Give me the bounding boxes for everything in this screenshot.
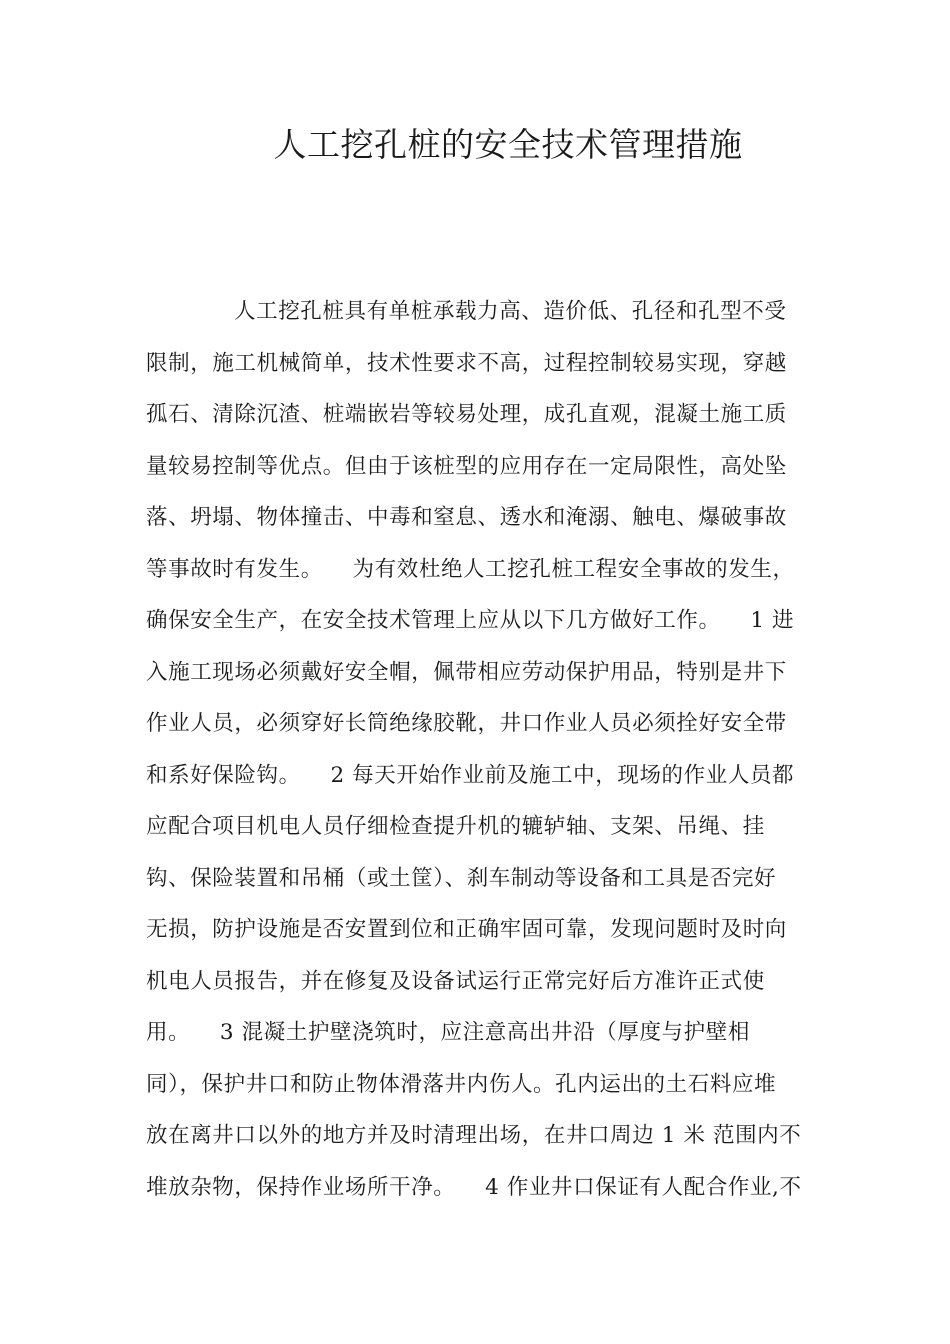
- text-line: 落、坍塌、物体撞击、中毒和窒息、透水和淹溺、触电、爆破事故: [146, 505, 787, 530]
- text-line: 用。 3 混凝土护壁浇筑时，应注意高出井沿（厚度与护壁相: [146, 1020, 750, 1045]
- text-line: 作业人员，必须穿好长筒绝缘胶靴，井口作业人员必须拴好安全带: [146, 711, 787, 736]
- document-body: [146, 286, 806, 1213]
- text-line: 无损，防护设施是否安置到位和正确牢固可靠，发现问题时及时向: [146, 917, 787, 942]
- text-line: 同），保护井口和防止物体滑落井内伤人。孔内运出的土石料应堆: [146, 1071, 777, 1097]
- text-line: 钩、保险装置和吊桶（或土筐）、刹车制动等设备和工具是否完好: [146, 865, 777, 891]
- document-title: 人工挖孔桩的安全技术管理措施: [273, 125, 743, 164]
- text-line: 确保安全生产，在安全技术管理上应从以下几方做好工作。 1 进: [146, 608, 795, 633]
- text-line: 限制，施工机械简单，技术性要求不高，过程控制较易实现，穿越: [146, 350, 787, 376]
- text-line: 机电人员报告，并在修复及设备试运行正常完好后方准许正式使: [146, 968, 765, 994]
- text-line: 堆放杂物，保持作业场所干净。 4 作业井口保证有人配合作业,不: [146, 1174, 802, 1200]
- text-line: 入施工现场必须戴好安全帽，佩带相应劳动保护用品，特别是井下: [146, 659, 787, 685]
- text-line: 等事故时有发生。 为有效杜绝人工挖孔桩工程安全事故的发生，: [146, 556, 795, 582]
- text-line: 孤石、清除沉渣、桩端嵌岩等较易处理，成孔直观，混凝土施工质: [146, 402, 787, 427]
- text-line: 和系好保险钩。 2 每天开始作业前及施工中，现场的作业人员都: [146, 762, 795, 788]
- text-line: 放在离井口以外的地方并及时清理出场，在井口周边 1 米 范围内不: [146, 1123, 802, 1148]
- text-line: 量较易控制等优点。但由于该桩型的应用存在一定局限性，高处坠: [146, 453, 787, 479]
- text-line: 人工挖孔桩具有单桩承载力高、造价低、孔径和孔型不受: [234, 299, 787, 324]
- text-line: 应配合项目机电人员仔细检查提升机的辘轳轴、支架、吊绳、挂: [146, 814, 765, 839]
